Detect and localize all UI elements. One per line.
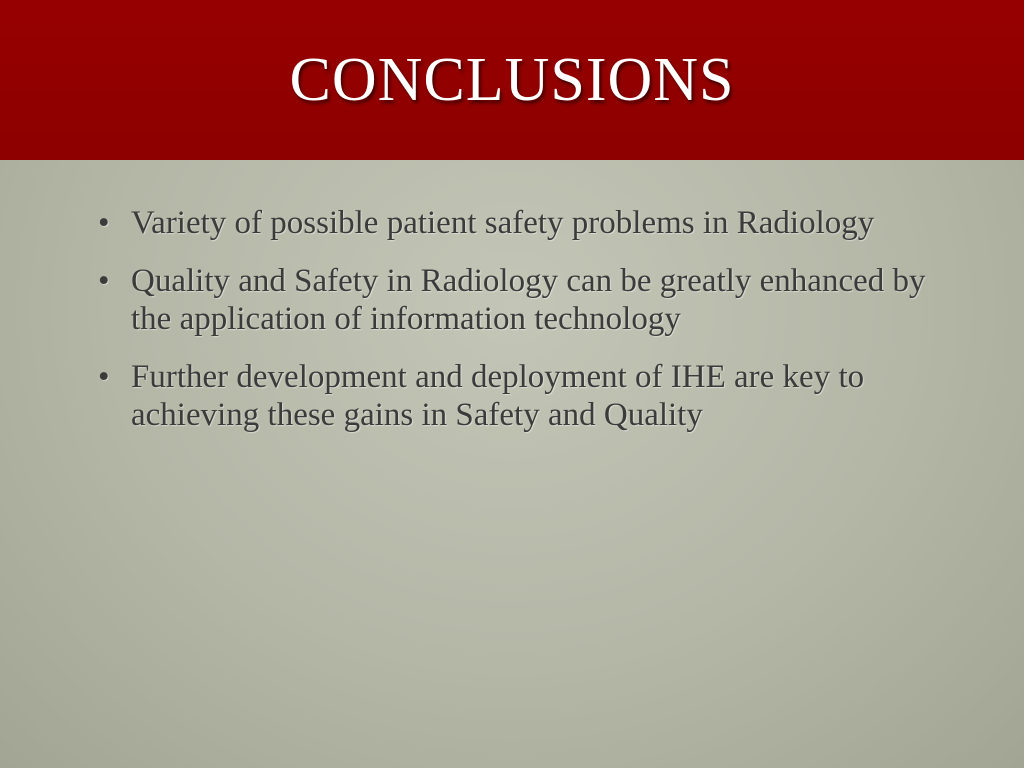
slide-body [98,204,928,454]
bullet-text: Variety of possible patient safety problems in Radiology [131,205,875,241]
bullet-text: Further development and deployment of IHE are key to achieving these gains in Safety and Quality [131,359,865,433]
bullet-item [98,262,928,338]
bullet-icon: • [98,359,110,395]
slide-title: CONCLUSIONS [289,46,735,114]
bullet-icon: • [98,263,110,299]
bullet-item [98,358,928,434]
bullet-icon: • [98,205,110,241]
title-banner [0,0,1024,160]
bullet-item [98,204,928,242]
bullet-text: Quality and Safety in Radiology can be greatly enhanced by the application of information technology [131,263,926,337]
bullet-list [98,204,928,434]
